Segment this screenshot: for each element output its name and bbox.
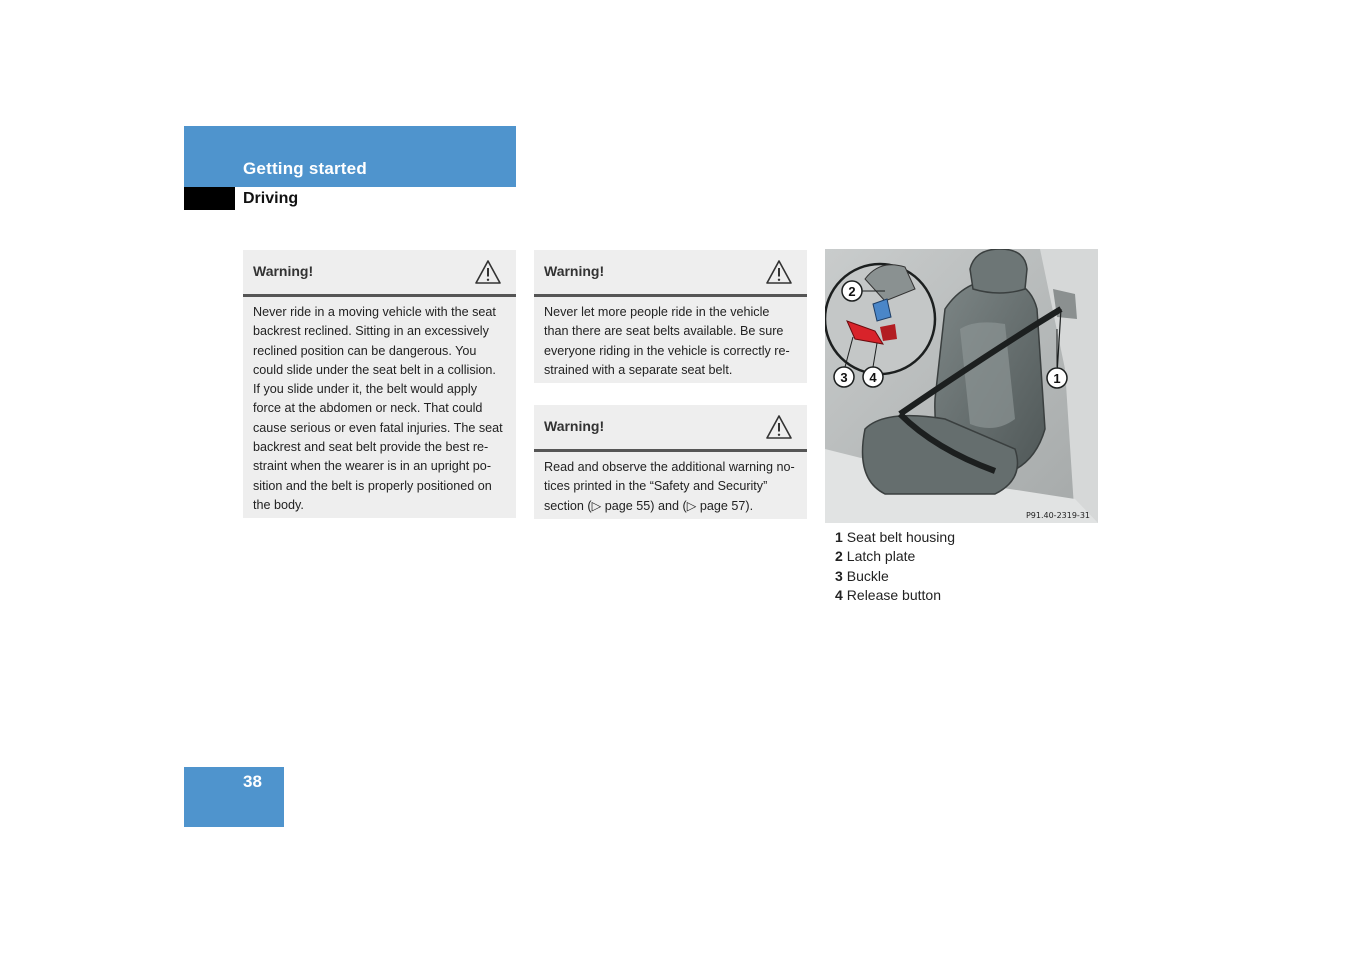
warning-text: Never ride in a moving vehicle with the seat backrest reclined. Sitting in an excessively reclined position can be dangerous. You could slide under the seat belt in a collision. If you slide under it, the belt would apply force at the abdomen or neck. That could cause serious or even fatal injuries. The seat backrest and seat belt provide the best re-straint when the wearer is in an upright po-sition and the belt is properly positioned on the body.	[253, 305, 503, 512]
legend-item	[835, 586, 955, 605]
figure-legend	[835, 528, 955, 605]
figure-code: P91.40-2319-31	[1025, 511, 1090, 520]
legend-label: Release button	[846, 586, 941, 603]
warning-triangle-icon	[765, 414, 793, 440]
warning-text: Read and observe the additional warning no-tices printed in the “Safety and Security” section (▷ page 55) and (▷ page 57).	[544, 460, 795, 513]
callout-2	[842, 281, 862, 301]
section-title: Getting started	[243, 159, 367, 178]
legend-number: 3	[835, 567, 843, 584]
warning-header	[243, 250, 516, 297]
warning-title: Warning!	[253, 263, 314, 279]
page-number: 38	[243, 772, 262, 791]
warning-title: Warning!	[544, 418, 605, 434]
legend-number: 1	[835, 529, 843, 545]
warning-triangle-icon	[474, 259, 502, 285]
seat-belt-illustration	[825, 249, 1098, 523]
legend-item	[835, 547, 955, 566]
legend-number: 2	[835, 548, 843, 565]
warning-header	[534, 250, 807, 297]
legend-label: Seat belt housing	[846, 529, 955, 545]
legend-label: Buckle	[846, 567, 889, 584]
callout-4	[863, 367, 883, 387]
warning-triangle-icon	[765, 259, 793, 285]
warning-box-1	[243, 250, 516, 518]
svg-text:3: 3	[840, 370, 848, 385]
callout-1	[1047, 368, 1067, 388]
section-marker	[184, 187, 235, 210]
subsection-title: Driving	[243, 190, 299, 207]
warning-header	[534, 405, 807, 452]
legend-number: 4	[835, 586, 843, 603]
svg-text:2: 2	[848, 284, 856, 299]
svg-text:1: 1	[1053, 371, 1061, 386]
warning-title: Warning!	[544, 263, 605, 279]
warning-box-2	[534, 250, 807, 383]
callout-3	[834, 367, 854, 387]
legend-item	[835, 528, 955, 547]
legend-item	[835, 567, 955, 586]
legend-label: Latch plate	[846, 548, 916, 565]
warning-box-3	[534, 405, 807, 519]
warning-text: Never let more people ride in the vehicle than there are seat belts available. Be sure everyone riding in the vehicle is correctly re-strained with a separate seat belt.	[544, 305, 790, 377]
svg-text:4: 4	[869, 370, 877, 385]
page-number-box	[184, 767, 284, 827]
